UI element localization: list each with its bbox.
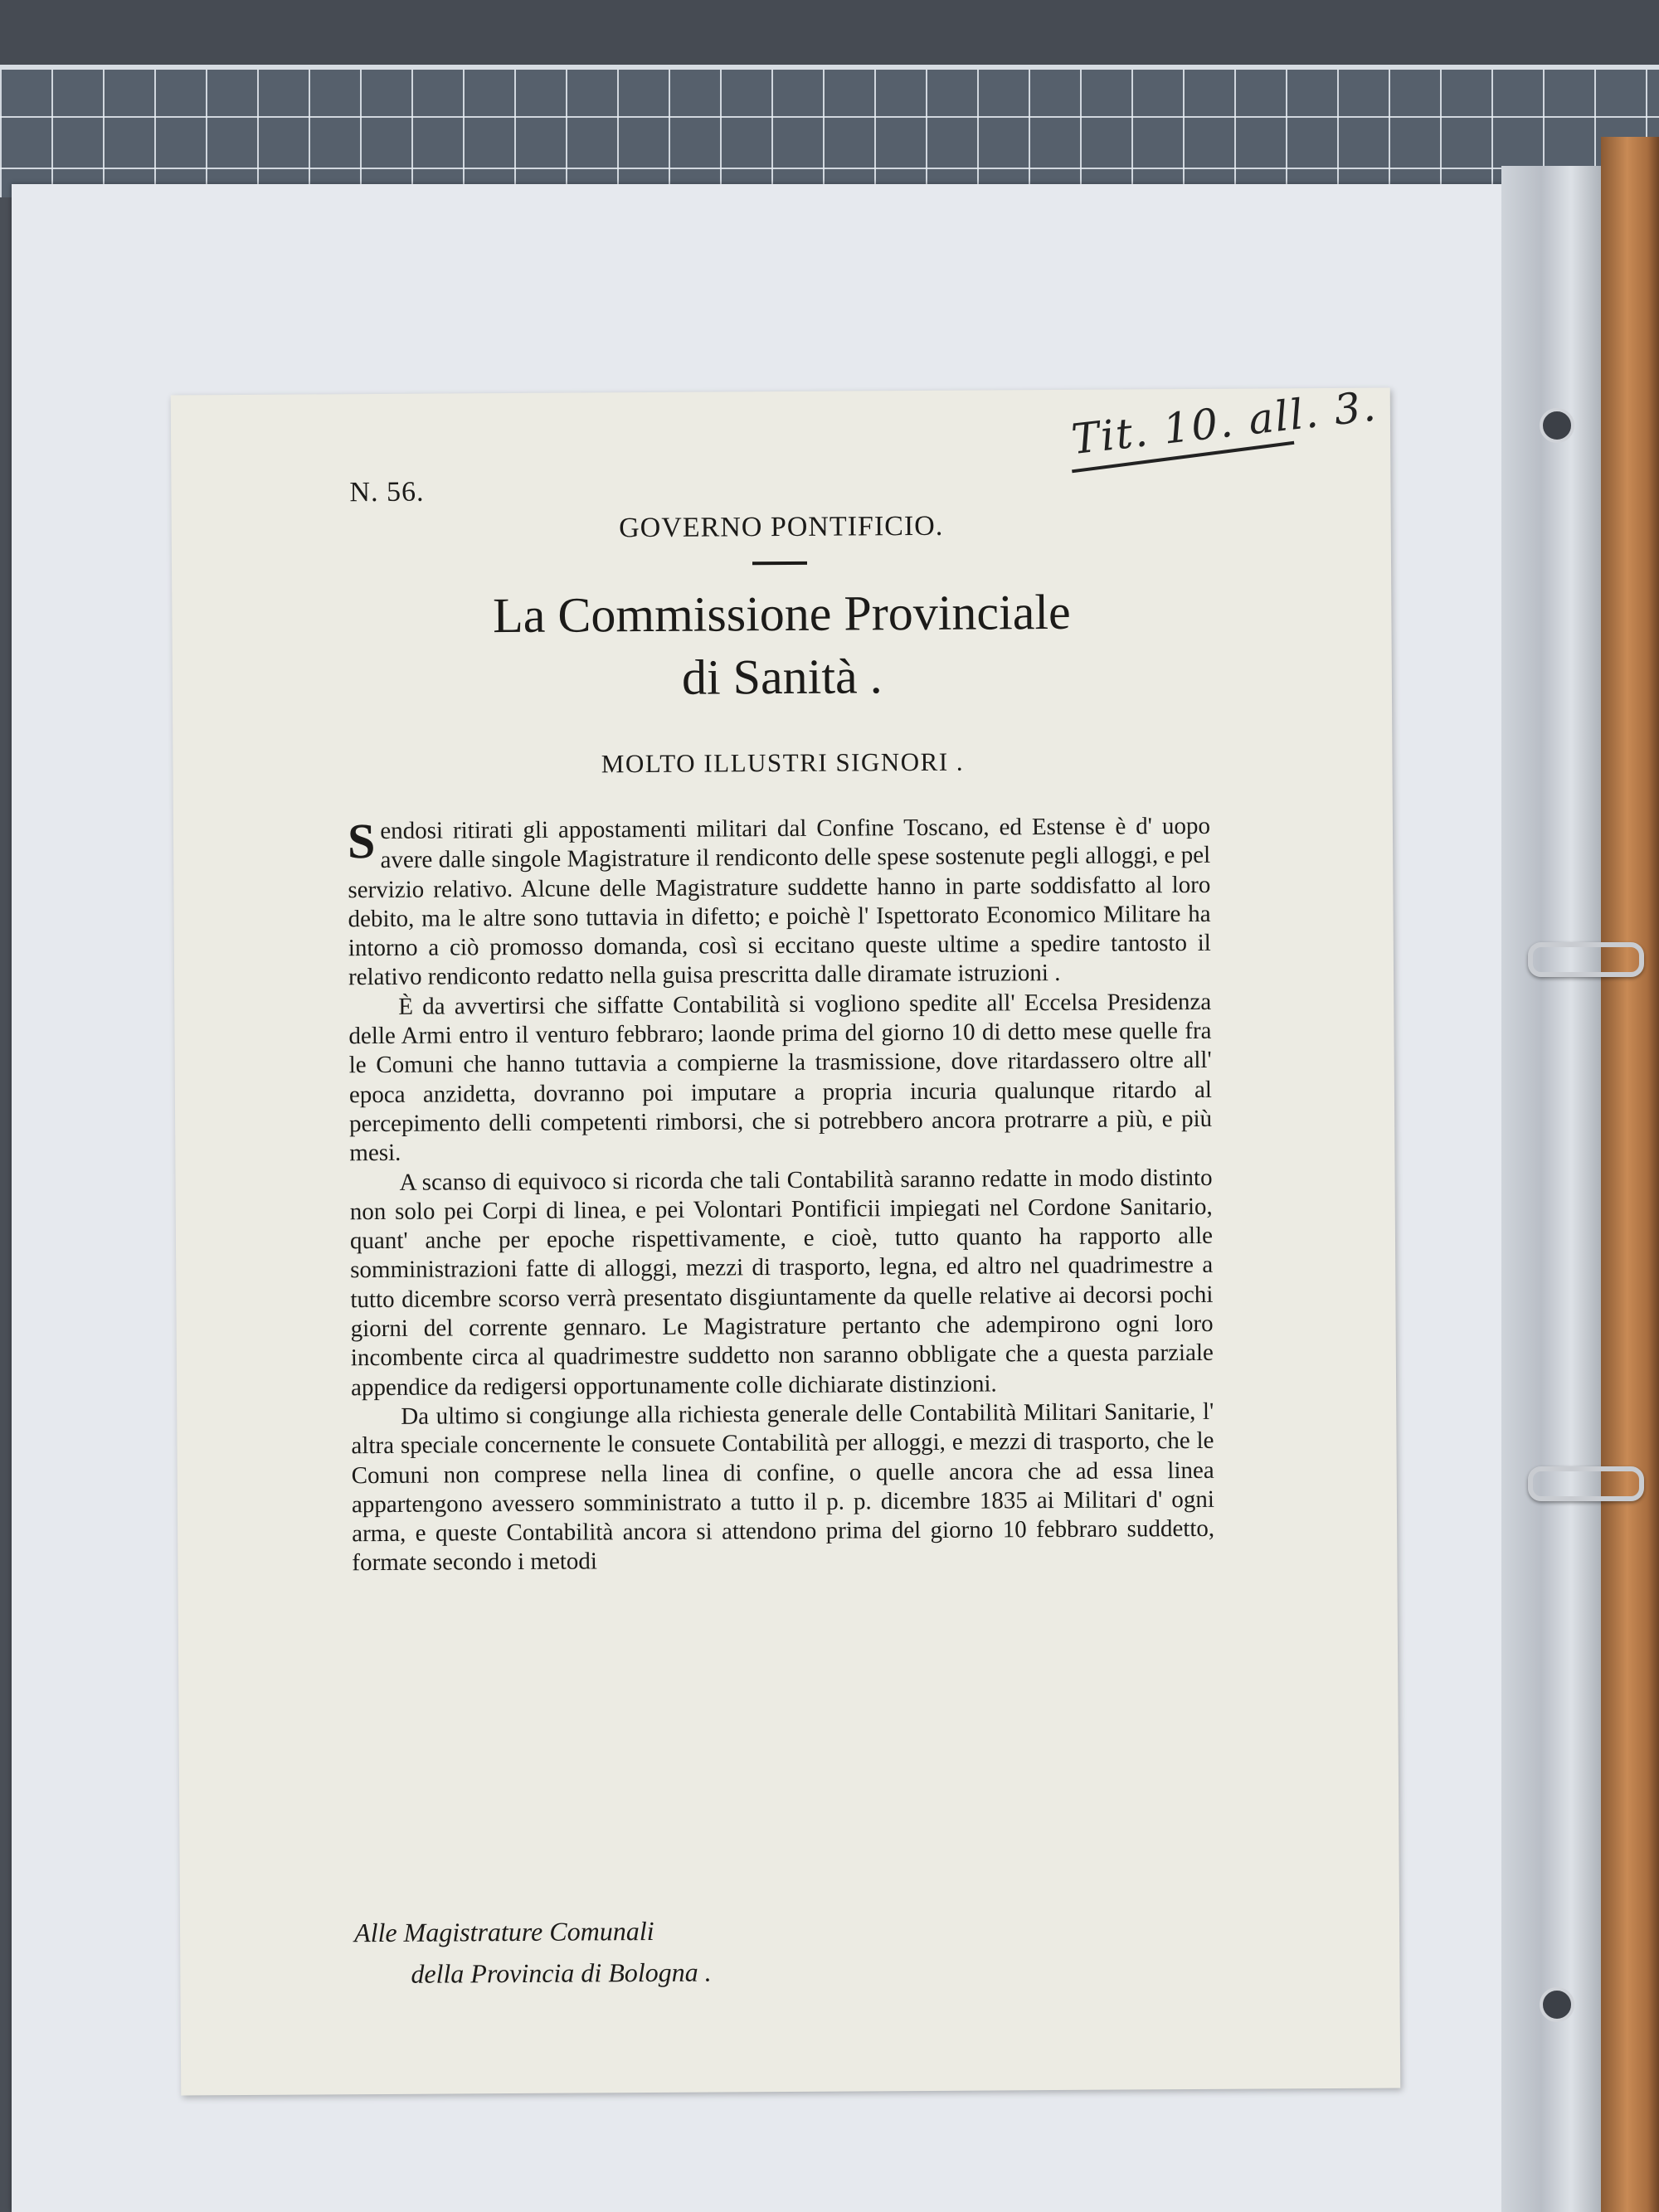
salutation: MOLTO ILLUSTRI SIGNORI . (601, 746, 965, 779)
ruler-edge (0, 65, 1659, 70)
grid-ruler (0, 65, 1659, 197)
paragraph-1 (348, 812, 1211, 993)
binder-spine (1601, 137, 1659, 2212)
paragraph-4: Da ultimo si congiunge alla richiesta generale delle Contabilità Militari Sanitarie, l' altra speciale concernente le consuete Contabilità per alloggi, e mezzi di trasporto, che le Comuni non comprese nella linea di confine, o quelle ancora che ad essa linea appartengono avessero somministrato a tutto il p. p. dicembre 1835 ai Militari d' ogni arma, e queste Contabilità ancora si attendono prima del giorno 10 febbraro suddetto, formate secondo i metodi (351, 1398, 1215, 1577)
paragraph-3: A scanso di equivoco si ricorda che tali Contabilità saranno redatte in modo distinto non solo pei Corpi di linea, e pei Volontari Pontificii impiegati nel Cordone Sanitario, quant' anche per epoche rispettivamente, e cioè, tutto quanto ha rapporto alle somministrazioni fatte di alloggi, mezzi di trasporto, legna, ed altro nel quadrimestre a tutto dicembre scorso verrà presentato disgiuntamente da quelle relative ai decorsi pochi giorni del corrente gennaro. Le Magistrature pertanto che adempirono ogni loro incombente circa al quadrimestre suddetto non saranno obbligate che a questa parziale appendice da redigersi opportunamente colle dichiarate distinzioni. (349, 1164, 1214, 1401)
punch-hole (1540, 1987, 1574, 2022)
addressee-line-1: Alle Magistrature Comunali (353, 1915, 654, 1948)
plastic-sleeve (1501, 166, 1601, 2212)
addressee-line-2: della Provincia di Bologna . (411, 1957, 712, 1989)
punch-hole (1540, 408, 1574, 443)
heading-rule (752, 562, 807, 565)
title-line-1: La Commissione Provinciale (492, 584, 1071, 644)
drop-cap: S (347, 814, 376, 869)
title-line-2: di Sanità . (681, 649, 883, 705)
body-text (348, 812, 1215, 1578)
handwritten-archive-note: Tit. 10. all. 3. (1068, 382, 1379, 464)
document-title (172, 579, 1392, 712)
addressee (354, 1910, 712, 1996)
binder-ring (1528, 942, 1644, 977)
document-page (171, 382, 1400, 2096)
backdrop (0, 0, 1659, 65)
paragraph-2: È da avvertirsi che siffatte Contabilità si vogliono spedite all' Eccelsa Presidenza delle Armi entro il venturo febbraro; laonde prima del giorno 10 di detto mese quelle fra le Comuni che hanno tuttavia a compierne la trasmissione, dove ritardassero oltre all' epoca anzidetta, dovranno poi imputare a propria incuria qualunque ritardo al percepimento delli competenti rimborsi, che si potrebbero ancora protrarre a più, e più mesi. (348, 988, 1213, 1167)
binder-ring (1528, 1466, 1644, 1501)
document-number: N. 56. (349, 476, 425, 508)
government-heading: GOVERNO PONTIFICIO. (619, 510, 944, 544)
paragraph-1-text: endosi ritirati gli appostamenti militari dal Confine Toscano, ed Estense è d' uopo avere dalle singole Magistrature il rendiconto delle spese sostenute pegli alloggi, e pel servizio relativo. Alcune delle Magistrature suddette hanno in parte soddisfatto al loro debito, ma le altre sono tuttavia in difetto; e poichè l' Ispettorato Economico Militare ha intorno a ciò promosso domanda, così si eccitano queste ultime a spedire tantosto il relativo rendiconto redatto nella guisa prescritta dalle diramate istruzioni . (348, 812, 1211, 991)
